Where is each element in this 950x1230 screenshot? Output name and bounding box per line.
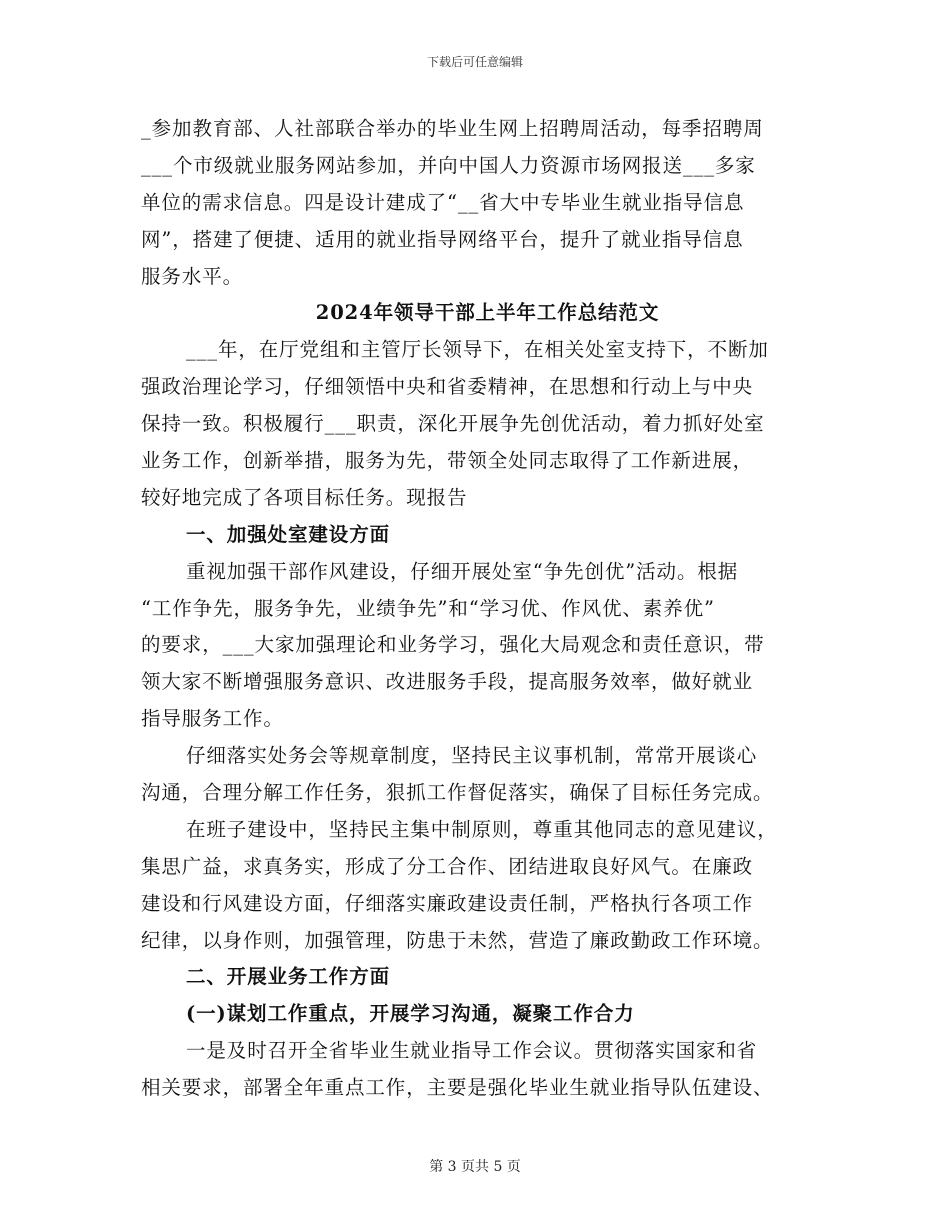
paragraph-line: 纪律，以身作则，加强管理，防患于未然，营造了廉政勤政工作环境。 xyxy=(141,928,774,952)
paragraph-line: 领大家不断增强服务意识、改进服务手段，提高服务效率，做好就业 xyxy=(141,670,754,694)
paragraph-line: 业务工作，创新举措，服务为先，带领全处同志取得了工作新进展， xyxy=(141,449,754,473)
page-header: 下载后可任意编辑 xyxy=(426,55,523,69)
subsection-heading: (一)谋划工作重点，开展学习沟通，凝聚工作合力 xyxy=(186,1002,635,1026)
paragraph-line: ___个市级就业服务网站参加，并向中国人力资源市场网报送___多家 xyxy=(141,153,756,177)
paragraph-line: 较好地完成了各项目标任务。现报告 xyxy=(141,485,468,509)
paragraph-line: 单位的需求信息。四是设计建成了“__省大中专毕业生就业指导信息 xyxy=(141,190,745,214)
paragraph-line: 集思广益，求真务实，形成了分工合作、团结进取良好风气。在廉政 xyxy=(141,854,754,878)
paragraph-line: 重视加强干部作风建设，仔细开展处室“争先创优”活动。根据 xyxy=(186,559,739,583)
paragraph-line: 的要求，___大家加强理论和业务学习，强化大局观念和责任意识，带 xyxy=(141,633,765,657)
section-heading: 一、加强处室建设方面 xyxy=(186,522,391,546)
paragraph-line: 在班子建设中，坚持民主集中制原则，尊重其他同志的意见建议， xyxy=(186,817,778,841)
paragraph-line: 服务水平。 xyxy=(141,264,244,288)
paragraph-line: 一是及时召开全省毕业生就业指导工作会议。贯彻落实国家和省 xyxy=(186,1039,758,1063)
paragraph-line: ___年，在厅党组和主管厅长领导下，在相关处室支持下，不断加 xyxy=(186,338,769,362)
paragraph-line: 建设和行风建设方面，仔细落实廉政建设责任制，严格执行各项工作 xyxy=(141,891,754,915)
section-heading: 二、开展业务工作方面 xyxy=(186,965,391,989)
page-footer: 第 3 页共 5 页 xyxy=(429,1159,521,1175)
document-body xyxy=(141,111,806,1107)
paragraph-line: 相关要求，部署全年重点工作，主要是强化毕业生就业指导队伍建设、 xyxy=(141,1076,774,1100)
paragraph-line: 强政治理论学习，仔细领悟中央和省委精神，在思想和行动上与中央 xyxy=(141,375,754,399)
paragraph-line: 网”，搭建了便捷、适用的就业指导网络平台，提升了就业指导信息 xyxy=(141,227,744,251)
paragraph-line: 仔细落实处务会等规章制度，坚持民主议事机制，常常开展谈心 xyxy=(186,744,758,768)
paragraph-line: “工作争先，服务争先，业绩争先”和“学习优、作风优、素养优” xyxy=(141,596,715,620)
paragraph-line: 沟通，合理分解工作任务，狠抓工作督促落实，确保了目标任务完成。 xyxy=(141,781,774,805)
document-title: 2024年领导干部上半年工作总结范文 xyxy=(315,301,660,325)
paragraph-line: _参加教育部、人社部联合举办的毕业生网上招聘周活动，每季招聘周 xyxy=(141,117,764,140)
paragraph-line: 保持一致。积极履行___职责，深化开展争先创优活动，着力抓好处室 xyxy=(141,412,765,436)
paragraph-line: 指导服务工作。 xyxy=(141,707,284,731)
